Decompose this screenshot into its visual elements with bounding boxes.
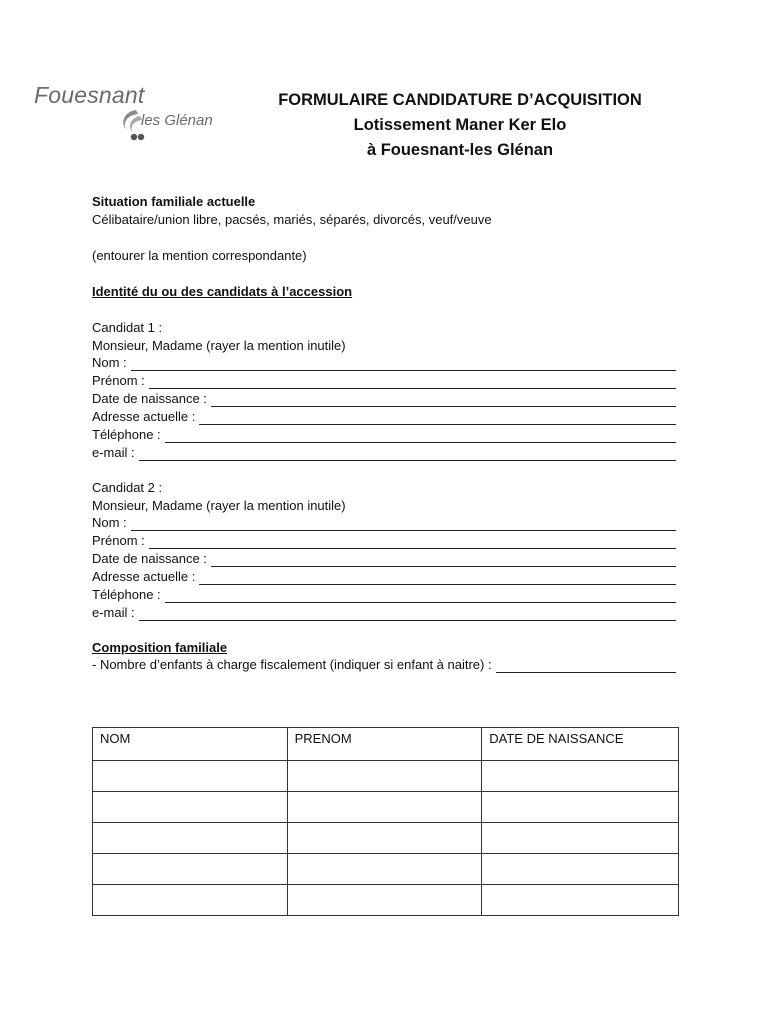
- table-cell[interactable]: [287, 823, 482, 854]
- field-label: Nom :: [92, 515, 127, 530]
- form-title: [240, 88, 680, 163]
- column-header-date-naissance: DATE DE NAISSANCE: [482, 728, 679, 761]
- table-cell[interactable]: [482, 792, 679, 823]
- field-label: Date de naissance :: [92, 551, 207, 566]
- table-cell[interactable]: [93, 761, 288, 792]
- field-label: - Nombre d’enfants à charge fiscalement (indiquer si enfant à naitre) :: [92, 657, 492, 672]
- candidate1-date-naissance-field[interactable]: [92, 391, 676, 407]
- table-row: [93, 885, 679, 916]
- situation-heading: Situation familiale actuelle: [92, 194, 256, 209]
- candidate1-nom-field[interactable]: [92, 355, 676, 371]
- email-input-line[interactable]: [139, 448, 676, 461]
- table-row: [93, 823, 679, 854]
- title-line-3: à Fouesnant-les Glénan: [366, 141, 554, 159]
- situation-note: (entourer la mention correspondante): [92, 248, 307, 263]
- table-cell[interactable]: [93, 792, 288, 823]
- candidate2-date-naissance-field[interactable]: [92, 551, 676, 567]
- field-label: Prénom :: [92, 373, 145, 388]
- candidate2-prenom-field[interactable]: [92, 533, 676, 549]
- field-label: Date de naissance :: [92, 391, 207, 406]
- field-label: Adresse actuelle :: [92, 569, 196, 584]
- table-cell[interactable]: [482, 885, 679, 916]
- title-line-1: FORMULAIRE CANDIDATURE D’ACQUISITION: [278, 91, 642, 109]
- table-cell[interactable]: [287, 792, 482, 823]
- candidate1-telephone-field[interactable]: [92, 427, 676, 443]
- fouesnant-logo: [34, 82, 244, 152]
- composition-heading: Composition familiale: [92, 640, 228, 655]
- candidate2-civility: Monsieur, Madame (rayer la mention inutile): [92, 498, 346, 513]
- field-label: Téléphone :: [92, 587, 161, 602]
- table-cell[interactable]: [93, 823, 288, 854]
- title-line-2: Lotissement Maner Ker Elo: [353, 116, 567, 134]
- field-label: Téléphone :: [92, 427, 161, 442]
- logo-name: Fouesnant: [34, 82, 145, 108]
- children-count-field[interactable]: [92, 657, 676, 673]
- candidate1-email-field[interactable]: [92, 445, 676, 461]
- logo-subtitle: les Glénan: [141, 112, 213, 129]
- table-cell[interactable]: [93, 854, 288, 885]
- telephone-input-line[interactable]: [165, 590, 676, 603]
- telephone-input-line[interactable]: [165, 430, 676, 443]
- candidate1-civility: Monsieur, Madame (rayer la mention inutile): [92, 338, 346, 353]
- candidate2-adresse-field[interactable]: [92, 569, 676, 585]
- adresse-input-line[interactable]: [199, 572, 676, 585]
- candidate1-prenom-field[interactable]: [92, 373, 676, 389]
- column-header-prenom: PRENOM: [287, 728, 482, 761]
- table-cell[interactable]: [482, 761, 679, 792]
- field-label: Nom :: [92, 355, 127, 370]
- prenom-input-line[interactable]: [149, 536, 676, 549]
- column-header-nom: NOM: [93, 728, 288, 761]
- date-naissance-input-line[interactable]: [211, 394, 676, 407]
- table-cell[interactable]: [482, 854, 679, 885]
- table-cell[interactable]: [287, 854, 482, 885]
- candidate2-email-field[interactable]: [92, 605, 676, 621]
- situation-options: Célibataire/union libre, pacsés, mariés, séparés, divorcés, veuf/veuve: [92, 212, 492, 227]
- table-row: [93, 854, 679, 885]
- prenom-input-line[interactable]: [149, 376, 676, 389]
- identity-heading: Identité du ou des candidats à l’accession: [92, 284, 353, 299]
- date-naissance-input-line[interactable]: [211, 554, 676, 567]
- table-cell[interactable]: [482, 823, 679, 854]
- email-input-line[interactable]: [139, 608, 676, 621]
- nom-input-line[interactable]: [131, 358, 676, 371]
- adresse-input-line[interactable]: [199, 412, 676, 425]
- field-label: Adresse actuelle :: [92, 409, 196, 424]
- table-header-row: [93, 728, 679, 761]
- field-label: Prénom :: [92, 533, 145, 548]
- children-count-input-line[interactable]: [496, 660, 676, 673]
- field-label: e-mail :: [92, 445, 135, 460]
- candidate2-title: Candidat 2 :: [92, 480, 163, 495]
- table-cell[interactable]: [287, 761, 482, 792]
- table-cell[interactable]: [93, 885, 288, 916]
- table-cell[interactable]: [287, 885, 482, 916]
- candidate2-telephone-field[interactable]: [92, 587, 676, 603]
- table-row: [93, 761, 679, 792]
- field-label: e-mail :: [92, 605, 135, 620]
- candidate2-nom-field[interactable]: [92, 515, 676, 531]
- children-table: [92, 727, 679, 916]
- candidate1-adresse-field[interactable]: [92, 409, 676, 425]
- candidate1-title: Candidat 1 :: [92, 320, 163, 335]
- nom-input-line[interactable]: [131, 518, 676, 531]
- table-row: [93, 792, 679, 823]
